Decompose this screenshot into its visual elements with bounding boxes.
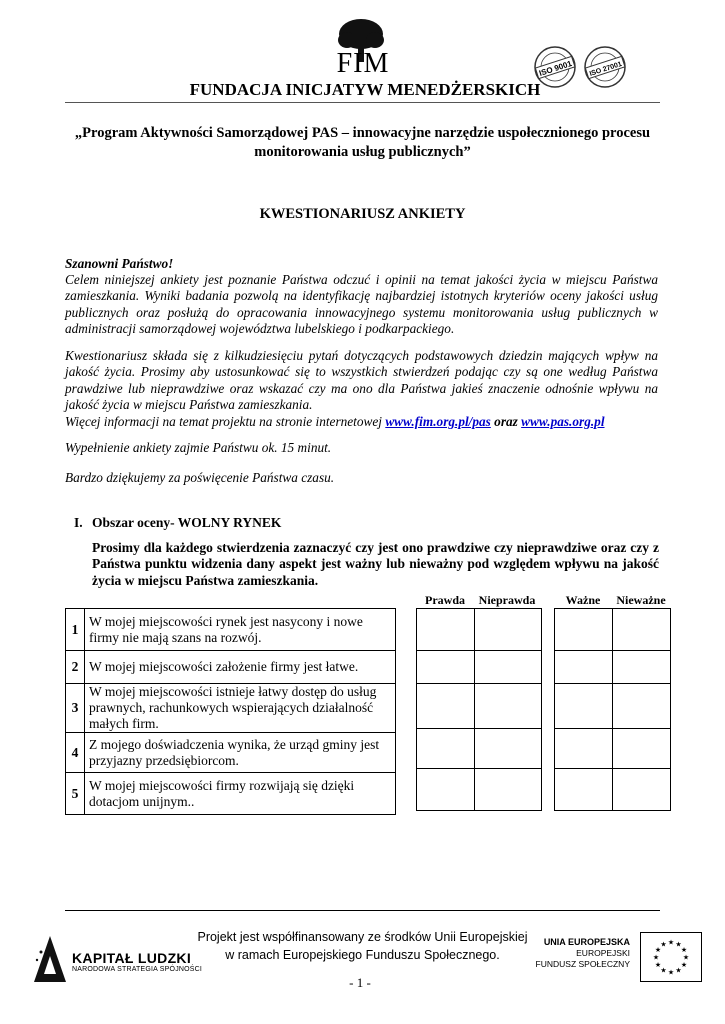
more-info-prefix: Więcej informacji na temat projektu na stronie internetowej — [65, 413, 386, 429]
kapital-ludzki-logo-icon — [30, 932, 70, 984]
answer-cell-prawda-4[interactable] — [417, 729, 475, 769]
answer-cell-prawda-1[interactable] — [417, 609, 475, 651]
eu-stars — [653, 939, 689, 977]
eu-line-3: FUNDUSZ SPOŁECZNY — [535, 959, 630, 969]
iso-27001-label: ISO 27001 — [588, 60, 623, 78]
question-text: W mojej miejscowości założenie firmy jest łatwe. — [85, 651, 396, 684]
answer-cell-wazne-3[interactable] — [555, 684, 613, 729]
eu-text-block — [530, 937, 630, 970]
funding-line-2: w ramach Europejskiego Funduszu Społecznego. — [225, 948, 500, 962]
organization-name: FUNDACJA INICJATYW MENEDŻERSKICH — [189, 80, 541, 99]
page-number: - 1 - — [349, 975, 371, 990]
eu-star-icon: ★ — [675, 966, 682, 975]
eu-star-icon: ★ — [682, 953, 690, 962]
question-text: W mojej miejscowości rynek jest nasycony i nowe firmy nie mają szans na rozwój. — [85, 609, 396, 651]
eu-line-1: UNIA EUROPEJSKA — [543, 937, 630, 947]
truth-answer-grid — [416, 608, 542, 811]
eu-star-icon: ★ — [654, 961, 662, 969]
more-info-mid: oraz — [490, 413, 522, 429]
more-info-line — [65, 414, 658, 430]
table-row — [66, 773, 396, 815]
intro-paragraph-2 — [65, 348, 658, 430]
eu-star-icon: ★ — [667, 938, 675, 947]
footer-divider — [65, 910, 660, 911]
survey-title: KWESTIONARIUSZ ANKIETY — [259, 206, 466, 222]
answer-cell-nieprawda-5[interactable] — [475, 769, 542, 811]
question-number: 1 — [66, 609, 85, 651]
question-text: Z mojego doświadczenia wynika, że urząd gminy jest przyjazny przedsiębiorcom. — [85, 733, 396, 773]
intro-paragraph-2-text: Kwestionariusz składa się z kilkudziesięciu pytań dotyczących podstawowych dziedzin mających wpływ na jakość życia. Prosimy aby ustosunkować się to wszystkich stwierdzeń podając czy są one według Państwa prawdziwe lub nieprawdziwe oraz wskazać czy ma ono dla Państwa jakieś znaczenie odnośnie wpływu na jakość życia w miejscu Państwa zamieszkania. — [65, 348, 658, 413]
fim-pas-link[interactable]: www.fim.org.pl/pas — [385, 413, 491, 429]
eu-star-icon: ★ — [680, 961, 688, 969]
questions-table — [65, 608, 396, 815]
answer-cell-niewazne-2[interactable] — [613, 651, 671, 684]
eu-star-icon: ★ — [675, 940, 682, 949]
answer-cell-niewazne-3[interactable] — [613, 684, 671, 729]
iso-27001-badge-icon — [583, 45, 627, 89]
answer-cell-prawda-5[interactable] — [417, 769, 475, 811]
importance-answer-grid — [554, 608, 671, 811]
answer-cell-niewazne-4[interactable] — [613, 729, 671, 769]
pas-org-link[interactable]: www.pas.org.pl — [521, 413, 605, 429]
question-number: 5 — [66, 773, 85, 815]
answer-cell-wazne-4[interactable] — [555, 729, 613, 769]
column-header-niewazne: Nieważne — [616, 593, 666, 607]
answer-cell-wazne-1[interactable] — [555, 609, 613, 651]
answer-cell-wazne-2[interactable] — [555, 651, 613, 684]
answer-cell-nieprawda-4[interactable] — [475, 729, 542, 769]
answer-cell-prawda-3[interactable] — [417, 684, 475, 729]
funding-note — [190, 928, 535, 964]
answer-cell-nieprawda-1[interactable] — [475, 609, 542, 651]
column-header-wazne: Ważne — [565, 593, 601, 607]
table-row — [66, 733, 396, 773]
answer-cell-niewazne-5[interactable] — [613, 769, 671, 811]
question-number: 3 — [66, 684, 85, 733]
eu-star-icon: ★ — [654, 946, 662, 954]
eu-star-icon: ★ — [660, 966, 667, 975]
intro-paragraph-1: Celem niniejszej ankiety jest poznanie Państwa odczuć i opinii na temat jakości życia w miejscu Państwa zamieszkania. Wyniki badania pozwolą na identyfikację najbardziej istotnych kryteriów oceny jakości usług publicznych oraz posłużą do opracowania innowacyjnego systemu monitorowania usług publicznych w administracji samorządowej województwa lubelskiego i podkarpackiego. — [65, 272, 658, 337]
question-text: W mojej miejscowości firmy rozwijają się dzięki dotacjom unijnym.. — [85, 773, 396, 815]
question-number: 4 — [66, 733, 85, 773]
question-number: 2 — [66, 651, 85, 684]
table-row — [66, 651, 396, 684]
eu-star-icon: ★ — [660, 940, 667, 949]
table-row — [66, 609, 396, 651]
fim-logo-text: FIM — [336, 48, 390, 79]
answer-cell-wazne-5[interactable] — [555, 769, 613, 811]
kapital-ludzki-name: KAPITAŁ LUDZKI — [72, 950, 192, 966]
eu-star-icon: ★ — [667, 968, 675, 977]
kapital-ludzki-subtitle: NARODOWA STRATEGIA SPÓJNOŚCI — [72, 966, 203, 973]
eu-star-icon: ★ — [680, 946, 688, 954]
iso-9001-badge-icon — [533, 45, 577, 89]
answer-cell-niewazne-1[interactable] — [613, 609, 671, 651]
column-header-prawda: Prawda — [425, 593, 465, 607]
section-instruction: Prosimy dla każdego stwierdzenia zaznaczyć czy jest ono prawdziwe czy nieprawdziwe oraz czy z Państwa punktu widzenia dany aspekt jest ważny lub nieważny pod względem wpływu na jakość życia w miejscu Państwa zamieszkania. — [92, 540, 659, 588]
thanks-note: Bardzo dziękujemy za poświęcenie Państwa czasu. — [65, 470, 335, 485]
program-title: „Program Aktywności Samorządowej PAS – innowacyjne narzędzie uspołecznionego procesu monitorowania usług publicznych” — [74, 125, 651, 160]
eu-flag-icon — [640, 932, 702, 982]
funding-line-1: Projekt jest współfinansowany ze środków Unii Europejskiej — [197, 930, 528, 944]
iso-9001-label: ISO 9001 — [537, 58, 573, 78]
answer-cell-prawda-2[interactable] — [417, 651, 475, 684]
answer-cell-nieprawda-2[interactable] — [475, 651, 542, 684]
question-text: W mojej miejscowości istnieje łatwy dostęp do usług prawnych, rachunkowych wspierających działalność małych firm. — [85, 684, 396, 733]
section-heading — [74, 515, 281, 531]
header-divider — [65, 102, 660, 103]
column-header-nieprawda: Nieprawda — [478, 593, 536, 607]
eu-line-2: EUROPEJSKI — [576, 948, 630, 958]
duration-note: Wypełnienie ankiety zajmie Państwu ok. 15 minut. — [65, 440, 332, 455]
table-row — [66, 684, 396, 733]
answer-cell-nieprawda-3[interactable] — [475, 684, 542, 729]
greeting: Szanowni Państwo! — [65, 256, 174, 271]
eu-star-icon: ★ — [652, 953, 660, 962]
section-number: I. — [74, 515, 83, 530]
section-title: Obszar oceny- WOLNY RYNEK — [92, 515, 282, 530]
